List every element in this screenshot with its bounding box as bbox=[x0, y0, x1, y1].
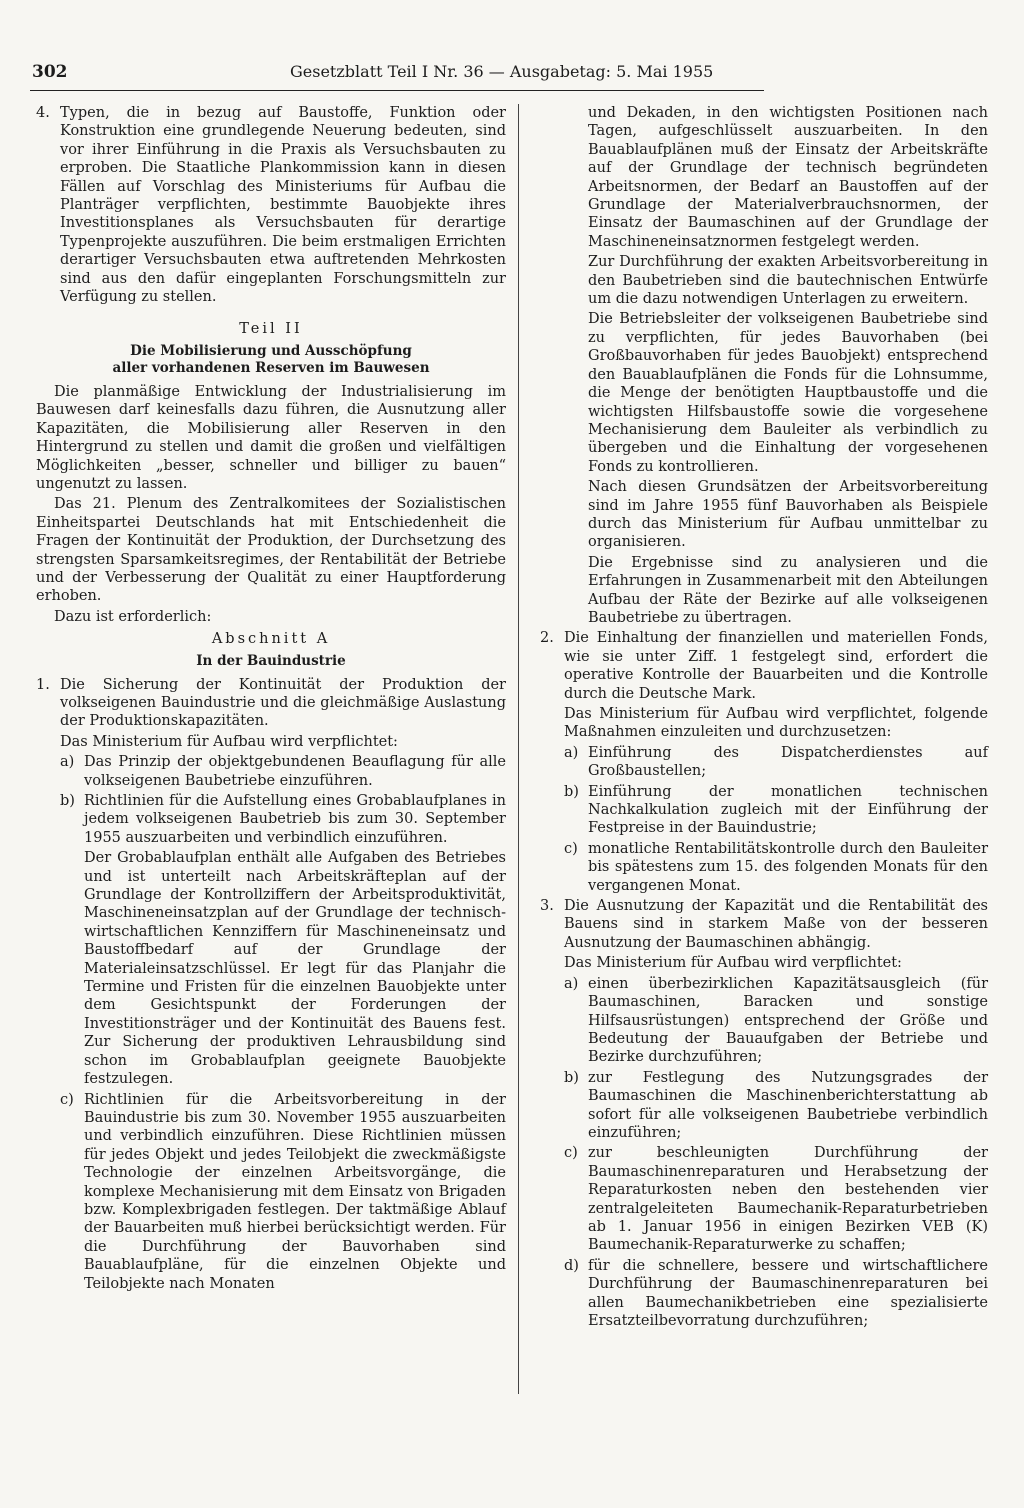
item-number: 3. bbox=[540, 898, 554, 915]
list-item-3 bbox=[540, 897, 988, 952]
sub-item-label: c) bbox=[564, 1145, 578, 1162]
sub-item-text: für die schnellere, bessere und wirtschaftlichere Durchführung der Baumaschinenreparaturen bei allen Baumechanikbetrieben eine spezialisierte Ersatzteilbevorratung durchzuführen; bbox=[588, 1257, 988, 1329]
column-divider bbox=[518, 104, 519, 1394]
sub-item-label: a) bbox=[564, 744, 579, 761]
paragraph: Das Ministerium für Aufbau wird verpflichtet: bbox=[60, 733, 398, 750]
paragraph: Der Grobablaufplan enthält alle Aufgaben des Betriebes und ist unterteilt nach Arbeitskräfteplan auf der Grundlage der Kontrollziffern der Arbeitsproduktivität, Maschineneinsatzplan auf der Grundlage der technisch-wirtschaftlichen Kennziffern für Maschineneinsatz und Baustoffbedarf auf der Grundlage der Materialeinsatzschlüssel. Er legt für das Planjahr die Termine und Fristen für die einzelnen Bauobjekte unter dem Gesichtspunkt der Forderungen der Investitionsträger und der Kontinuität des Bauens fest. Zur Sicherung der produktiven Lehrausbildung sind schon im Grobablaufplan geeignete Bauobjekte festzulegen. bbox=[84, 850, 506, 1088]
right-column bbox=[540, 104, 988, 1332]
list-item-2 bbox=[540, 629, 988, 703]
item-text: Typen, die in bezug auf Baustoffe, Funktion oder Konstruktion eine grundlegende Neuerung bedeuten, sind vor ihrer Einführung in die Praxis als Versuchsbauten zu erproben. Die Staatliche Plankommission kann in diesen Fällen auf Vorschlag des Ministeriums für Aufbau die Planträger verpflichten, bestimmte Bauobjekte ihres Investitionsplanes als Versuchsbauten für derartige Typenprojekte auszuführen. Die beim erstmaligen Errichten derartiger Versuchsbauten etwa auftretenden Mehrkosten sind aus den dafür eingeplanten Forschungsmitteln zur Verfügung zu stellen. bbox=[60, 105, 506, 306]
paragraph: Nach diesen Grundsätzen der Arbeitsvorbereitung sind im Jahre 1955 fünf Bauvorhaben als Beispiele durch das Ministerium für Aufbau unmittelbar zu organisieren. bbox=[588, 479, 988, 551]
paragraph: Das 21. Plenum des Zentralkomitees der Sozialistischen Einheitspartei Deutschlands hat mit Entschiedenheit die Fragen der Kontinuität der Produktion, der Durchsetzung des strengsten Sparsamkeitsregimes, der Rentabilität der Betriebe und der Verbesserung der Qualität zu einer Hauptforderung erhoben. bbox=[36, 496, 506, 605]
sub-item-text: Einführung der monatlichen technischen Nachkalkulation zugleich mit der Einführung der Festpreise in der Bauindustrie; bbox=[588, 783, 988, 837]
item-text: Die Ausnutzung der Kapazität und die Rentabilität des Bauens sind in starkem Maße von der besseren Ausnutzung der Baumaschinen abhängig. bbox=[564, 898, 988, 951]
sub-item-label: b) bbox=[60, 793, 75, 809]
item-text: Die Einhaltung der finanziellen und materiellen Fonds, wie sie unter Ziff. 1 festgelegt sind, erfordert die operative Kontrolle der Bauarbeiten und die Kontrolle durch die Deutsche Mark. bbox=[564, 630, 988, 702]
sub-item-text: Richtlinien für die Aufstellung eines Grobablaufplanes in jedem volkseigenen Baubetrieb bis zum 30. September 1955 auszuarbeiten und verbindlich einzuführen. bbox=[84, 793, 506, 846]
sub-item-label: a) bbox=[60, 754, 75, 771]
paragraph: Dazu ist erforderlich: bbox=[54, 608, 212, 625]
sub-item-text: zur Festlegung des Nutzungsgrades der Baumaschinen die Maschinenberichterstattung ab sofort für alle volkseigenen Baubetriebe verbindlich einzuführen; bbox=[588, 1069, 988, 1141]
sub-item-label: b) bbox=[564, 783, 579, 800]
paragraph: Zur Durchführung der exakten Arbeitsvorbereitung in den Baubetrieben sind die bautechnischen Entwürfe um die dazu notwendigen Unterlagen zu erweitern. bbox=[588, 254, 988, 308]
sub-item-b bbox=[564, 1069, 988, 1143]
part-title-line-1: Die Mobilisierung und Ausschöpfung bbox=[130, 342, 412, 359]
sub-item-a bbox=[564, 975, 988, 1067]
paragraph: Die Ergebnisse sind zu analysieren und die Erfahrungen in Zusammenarbeit mit den Abteilungen Aufbau der Räte der Bezirke auf alle volkseigenen Baubetriebe zu übertragen. bbox=[588, 554, 988, 626]
item-text: Die Sicherung der Kontinuität der Produktion der volkseigenen Bauindustrie und die gleichmäßige Auslastung der Produktionskapazitäten. bbox=[60, 676, 506, 730]
sub-item-d bbox=[564, 1257, 988, 1331]
part-title bbox=[36, 343, 506, 377]
sub-item-a bbox=[564, 744, 988, 781]
sub-item-label: c) bbox=[60, 1091, 74, 1108]
sub-item-text: Einführung des Dispatcherdienstes auf Großbaustellen; bbox=[588, 744, 988, 780]
section-title: In der Bauindustrie bbox=[196, 652, 346, 669]
item-number: 2. bbox=[540, 630, 554, 647]
part-heading: Teil II bbox=[239, 321, 303, 338]
sub-item-label: a) bbox=[564, 975, 579, 992]
sub-item-b bbox=[60, 792, 506, 847]
sub-item-a bbox=[60, 753, 506, 790]
list-item-1 bbox=[36, 676, 506, 731]
running-head: Gesetzblatt Teil I Nr. 36 — Ausgabetag: 5. Mai 1955 bbox=[290, 62, 714, 81]
sub-item-c bbox=[564, 840, 988, 895]
sub-item-b bbox=[564, 783, 988, 838]
left-column bbox=[36, 104, 506, 1295]
part-title-line-2: aller vorhandenen Reserven im Bauwesen bbox=[112, 359, 430, 376]
paragraph: Die Betriebsleiter der volkseigenen Baubetriebe sind zu verpflichten, für jedes Bauvorhaben (bei Großbauvorhaben für jedes Bauobjekt) entsprechend den Bauablaufplänen die Fonds für die Lohnsumme, die Menge der benötigten Hauptbaustoffe und die wichtigsten Hilfsbaustoffe sowie die vorgesehene Mechanisierung dem Bauleiter als verbindlich zu übergeben und die Einhaltung der vorgesehenen Fonds zu kontrollieren. bbox=[588, 311, 988, 475]
sub-item-label: c) bbox=[564, 840, 578, 857]
sub-item-text: Das Prinzip der objektgebundenen Beauflagung für alle volkseigenen Baubetriebe einzuführen. bbox=[84, 754, 506, 789]
sub-item-text: zur beschleunigten Durchführung der Baumaschinenreparaturen und Herabsetzung der Reparaturkosten neben den bestehenden vier zentralgeleiteten Baumechanik-Reparaturbetrieben ab 1. Januar 1956 in einigen Bezirken VEB (K) Baumechanik-Reparaturwerke zu schaffen; bbox=[588, 1145, 988, 1254]
page-header bbox=[30, 60, 764, 91]
paragraph: Das Ministerium für Aufbau wird verpflichtet, folgende Maßnahmen einzuleiten und durchzusetzen: bbox=[564, 706, 988, 741]
section-heading: Abschnitt A bbox=[211, 631, 331, 648]
paragraph: und Dekaden, in den wichtigsten Positionen nach Tagen, aufgeschlüsselt auszuarbeiten. In den Bauablaufplänen muß der Einsatz der Arbeitskräfte auf der Grundlage der technisch begründeten Arbeitsnormen, der Bedarf an Baustoffen auf der Grundlage der Materialverbrauchsnormen, der Einsatz der Baumaschinen auf der Grundlage der Maschineneinsatznormen festgelegt werden. bbox=[588, 105, 988, 250]
sub-item-label: b) bbox=[564, 1069, 579, 1086]
item-number: 1. bbox=[36, 676, 50, 693]
sub-item-c bbox=[60, 1091, 506, 1293]
list-item-4 bbox=[36, 104, 506, 306]
sub-item-text: Richtlinien für die Arbeitsvorbereitung in der Bauindustrie bis zum 30. November 1955 auszuarbeiten und verbindlich einzuführen. Diese Richtlinien müssen für jedes Objekt und jedes Teilobjekt die zweckmäßigste Technologie der einzelnen Arbeitsvorgänge, die komplexe Mechanisierung mit dem Einsatz von Brigaden bzw. Komplexbrigaden festlegen. Der taktmäßige Ablauf der Bauarbeiten muß hierbei berücksichtigt werden. Für die Durchführung der Bauvorhaben sind Bauablaufpläne, für die einzelnen Objekte und Teilobjekte nach Monaten bbox=[84, 1091, 506, 1292]
item-number: 4. bbox=[36, 105, 50, 121]
paragraph: Das Ministerium für Aufbau wird verpflichtet: bbox=[564, 955, 902, 972]
sub-item-c bbox=[564, 1144, 988, 1254]
paragraph: Die planmäßige Entwicklung der Industrialisierung im Bauwesen darf keinesfalls dazu führen, die Ausnutzung aller Kapazitäten, die Mobilisierung aller Reserven in den Hintergrund zu stellen und damit die großen und vielfältigen Möglichkeiten „besser, schneller und billiger zu bauen“ ungenutzt zu lassen. bbox=[36, 383, 506, 492]
sub-item-text: monatliche Rentabilitätskontrolle durch den Bauleiter bis spätestens zum 15. des folgenden Monats für den vergangenen Monat. bbox=[588, 840, 988, 894]
sub-item-text: einen überbezirklichen Kapazitätsausgleich (für Baumaschinen, Baracken und sonstige Hilfsausrüstungen) entsprechend der Größe und Bedeutung der Bauaufgaben der Betriebe und Bezirke durchzuführen; bbox=[588, 975, 988, 1066]
page-number: 302 bbox=[32, 62, 68, 82]
sub-item-label: d) bbox=[564, 1257, 579, 1274]
